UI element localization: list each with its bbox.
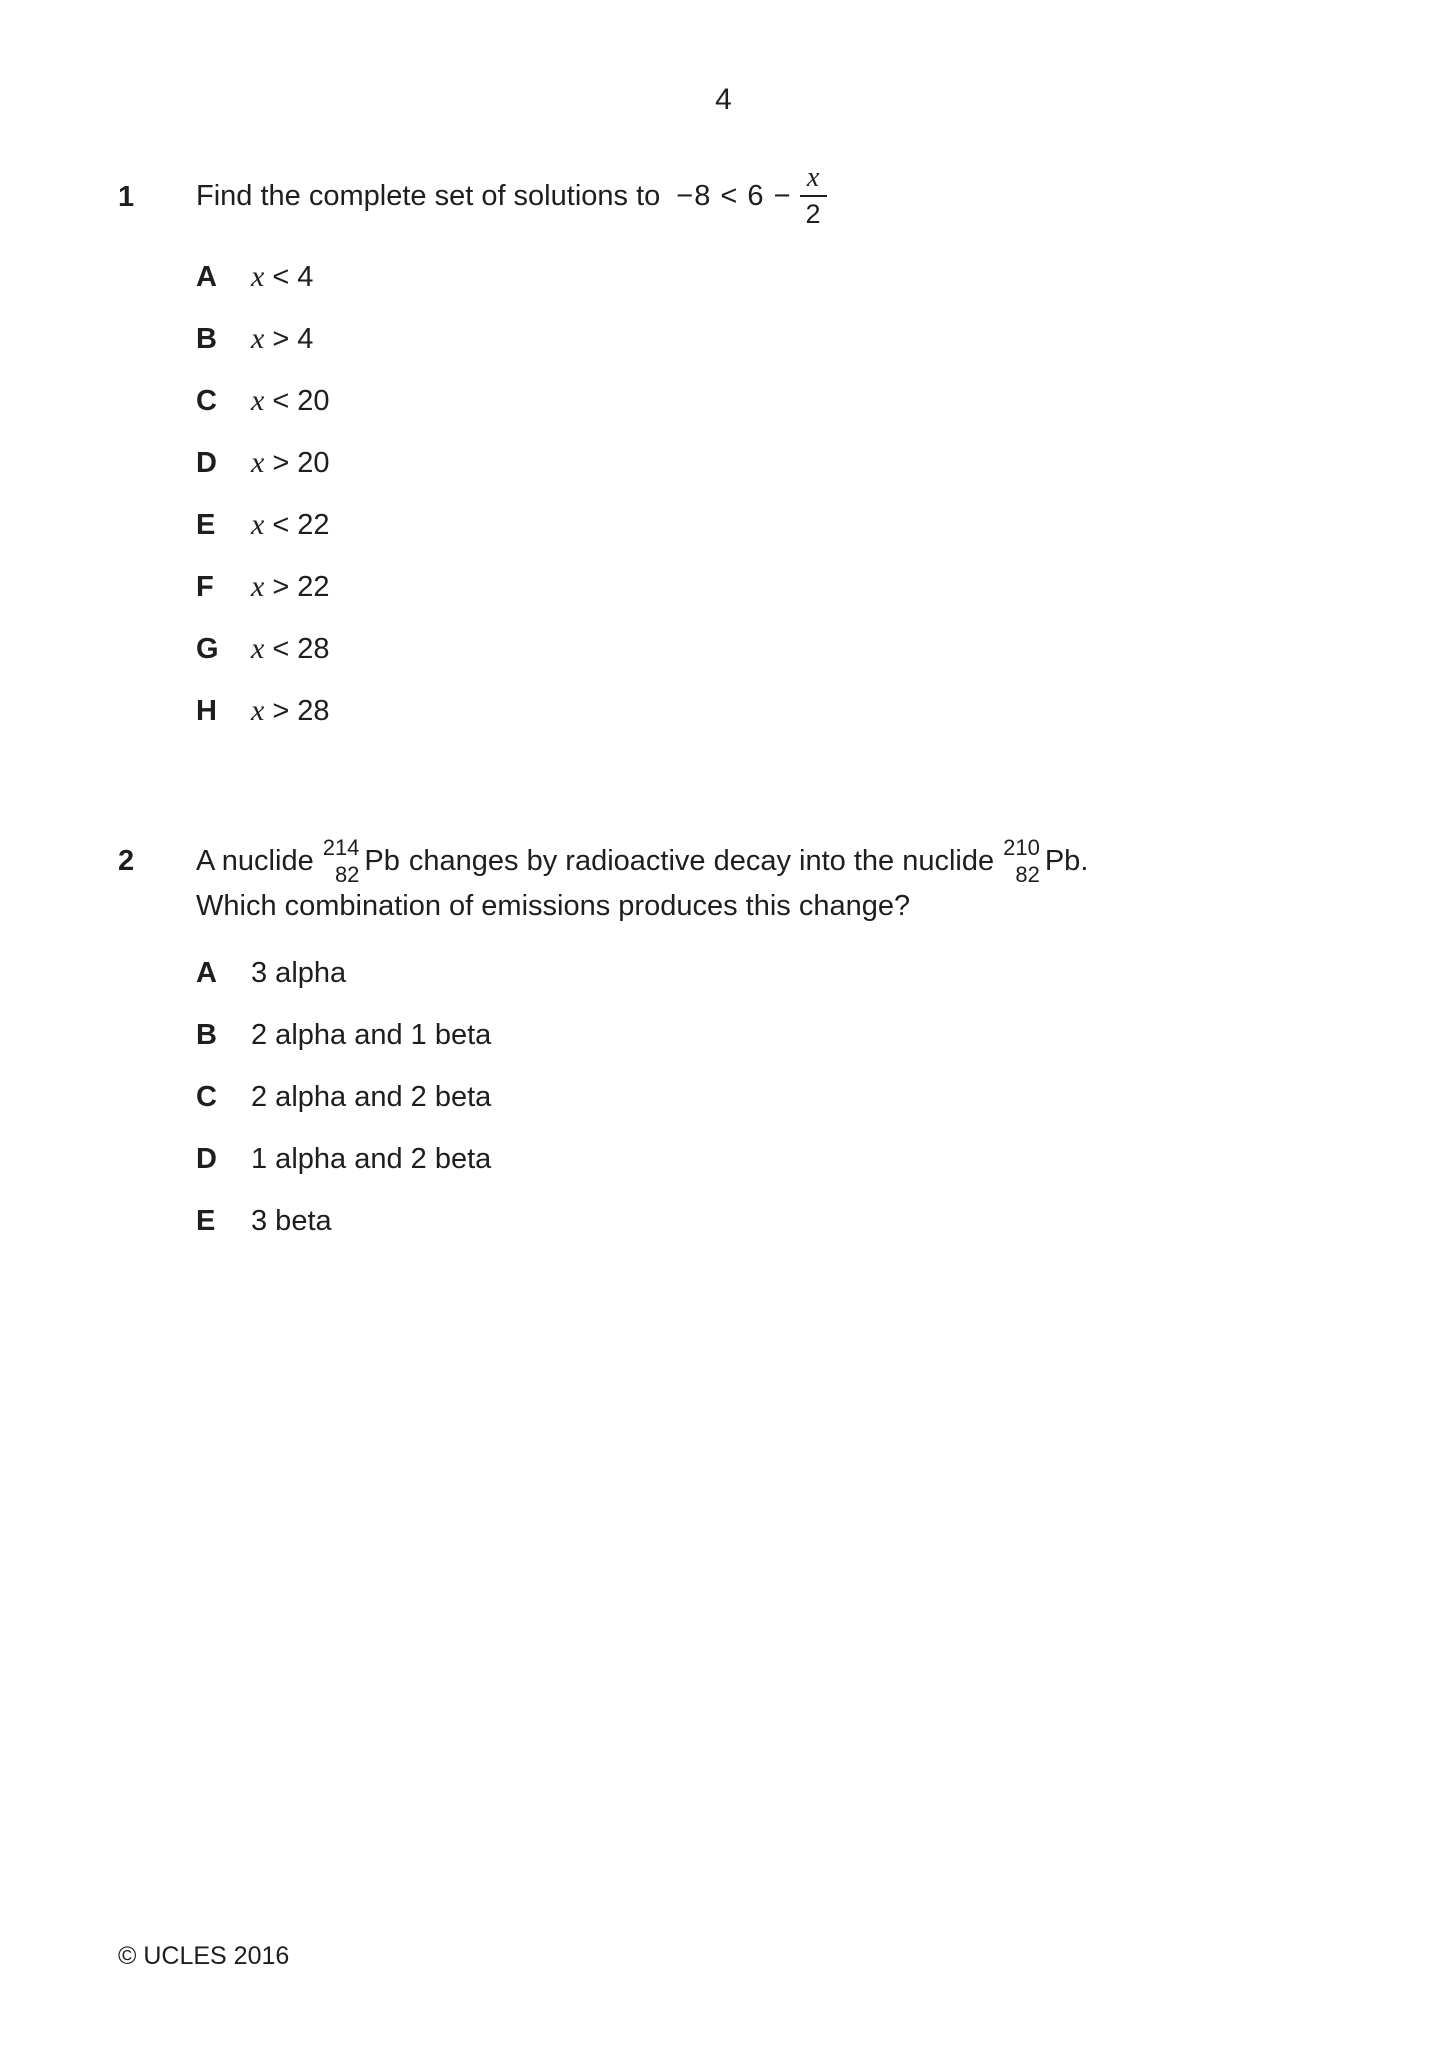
math-value: 4 xyxy=(297,323,314,355)
option-row xyxy=(196,386,330,416)
equation-fraction xyxy=(800,164,827,228)
option-row xyxy=(196,1082,491,1112)
math-value: 20 xyxy=(297,385,330,417)
math-variable: x xyxy=(251,384,265,417)
option-letter: B xyxy=(196,1019,217,1051)
question-2-number: 2 xyxy=(118,845,135,877)
math-relation: < xyxy=(272,261,290,293)
option-row xyxy=(196,1144,491,1174)
option-row xyxy=(196,1020,491,1050)
option-row xyxy=(196,634,330,664)
option-text: 2 alpha and 1 beta xyxy=(251,1019,492,1051)
question-1-equation xyxy=(676,164,826,228)
option-letter: H xyxy=(196,695,217,727)
nuclide-symbol: Pb. xyxy=(1044,844,1089,877)
question-1-options xyxy=(196,262,330,726)
option-row xyxy=(196,572,330,602)
math-variable: x xyxy=(251,570,265,603)
math-relation: < xyxy=(272,385,290,417)
question-1-prompt-text: Find the complete set of solutions to xyxy=(196,179,661,212)
option-expression xyxy=(251,386,330,416)
math-variable: x xyxy=(251,632,265,665)
math-variable: x xyxy=(251,508,265,541)
question-2-options xyxy=(196,958,491,1236)
math-variable: x xyxy=(251,446,265,479)
option-letter: D xyxy=(196,447,217,479)
option-expression xyxy=(251,572,330,602)
question-2-prompt xyxy=(196,832,1097,890)
page-number: 4 xyxy=(715,83,732,116)
option-letter: E xyxy=(196,509,216,541)
copyright-footer: © UCLES 2016 xyxy=(118,1942,290,1970)
math-variable: x xyxy=(251,322,265,355)
math-relation: > xyxy=(272,323,290,355)
equation-prefix: −8 < 6 − xyxy=(676,179,792,212)
option-text: 3 alpha xyxy=(251,957,347,989)
option-letter: A xyxy=(196,261,217,293)
nuclide-mass-number: 214 xyxy=(322,835,360,860)
question-2-text-middle: changes by radioactive decay into the nuclide xyxy=(408,844,995,877)
nuclide-numbers xyxy=(1003,834,1040,888)
nuclide-atomic-number: 82 xyxy=(334,862,360,887)
math-relation: > xyxy=(272,571,290,603)
option-row xyxy=(196,1206,491,1236)
question-2-text-before: A nuclide xyxy=(196,844,314,877)
question-2-question-line: Which combination of emissions produces this change? xyxy=(196,890,911,922)
option-letter: C xyxy=(196,1081,217,1113)
option-text: 3 beta xyxy=(251,1205,332,1237)
option-letter: C xyxy=(196,385,217,417)
math-relation: < xyxy=(272,633,290,665)
option-letter: G xyxy=(196,633,219,665)
option-letter: B xyxy=(196,323,217,355)
option-row xyxy=(196,510,330,540)
math-relation: < xyxy=(272,509,290,541)
question-1-number: 1 xyxy=(118,181,135,213)
nuclide-notation xyxy=(1003,834,1088,888)
option-text: 2 alpha and 2 beta xyxy=(251,1081,492,1113)
option-expression xyxy=(251,324,313,354)
fraction-denominator: 2 xyxy=(805,199,821,229)
math-relation: > xyxy=(272,695,290,727)
option-row xyxy=(196,696,330,726)
option-row xyxy=(196,324,330,354)
math-value: 22 xyxy=(297,509,330,541)
nuclide-mass-number: 210 xyxy=(1003,835,1040,860)
option-letter: D xyxy=(196,1143,217,1175)
math-value: 4 xyxy=(297,261,314,293)
math-variable: x xyxy=(251,260,265,293)
nuclide-atomic-number: 82 xyxy=(1015,862,1040,887)
option-letter: A xyxy=(196,957,217,989)
option-expression xyxy=(251,634,330,664)
option-expression xyxy=(251,696,330,726)
option-expression xyxy=(251,510,330,540)
option-row xyxy=(196,262,330,292)
nuclide-numbers xyxy=(323,834,360,888)
option-expression xyxy=(251,262,313,292)
option-row xyxy=(196,448,330,478)
math-value: 20 xyxy=(297,447,330,479)
fraction-numerator: x xyxy=(806,162,820,193)
option-row xyxy=(196,958,491,988)
nuclide-symbol: Pb xyxy=(364,844,400,877)
math-variable: x xyxy=(251,694,265,727)
question-1-prompt xyxy=(196,152,827,240)
option-letter: E xyxy=(196,1205,216,1237)
option-letter: F xyxy=(196,571,214,603)
math-value: 22 xyxy=(297,571,330,603)
math-value: 28 xyxy=(297,633,330,665)
math-value: 28 xyxy=(297,695,330,727)
math-relation: > xyxy=(272,447,290,479)
nuclide-notation xyxy=(323,834,400,888)
option-text: 1 alpha and 2 beta xyxy=(251,1143,492,1175)
option-expression xyxy=(251,448,330,478)
